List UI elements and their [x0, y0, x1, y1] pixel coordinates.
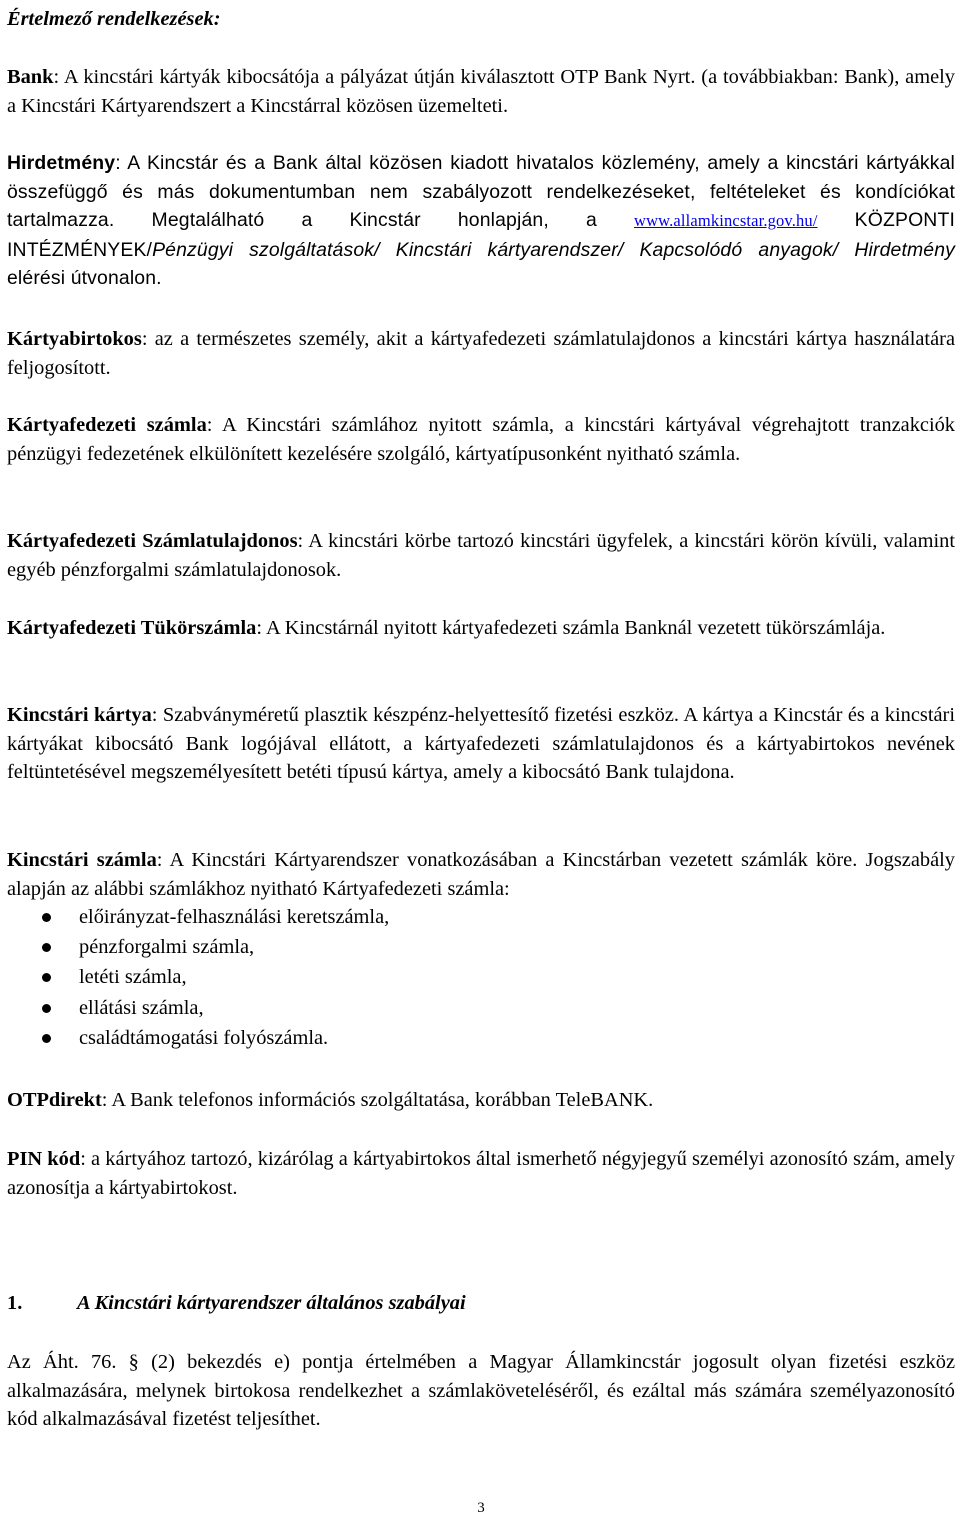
bullet-icon — [42, 1034, 51, 1043]
section-number: 1. — [7, 1292, 23, 1314]
definition-hirdetmeny-text2: KÖZPONTI INTÉZMÉNYEK/ — [7, 209, 955, 261]
bullet-icon — [42, 913, 51, 922]
list-item: előirányzat-felhasználási keretszámla, — [7, 903, 389, 933]
list-item: családtámogatási folyószámla. — [7, 1024, 389, 1054]
definition-hirdetmeny-path: Pénzügyi szolgáltatások/ Kincstári kártyarendszer/ Kapcsolódó anyagok/ Hirdetmény — [152, 238, 955, 261]
term-kincstari-kartya: Kincstári kártya — [7, 704, 152, 726]
term-kartyabirtokos: Kártyabirtokos — [7, 328, 142, 350]
term-pin: PIN kód — [7, 1148, 81, 1170]
definition-pin — [7, 1145, 955, 1202]
definition-kartyafedezeti-szamla-text: : A Kincstári számlához nyitott számla, a kincstári kártyával végrehajtott tranzakciók pénzügyi fedezetének elkülönített kezelésére szolgáló, kártyatípusonként nyitható számla. — [7, 414, 955, 465]
term-kartyafedezeti-szamla: Kártyafedezeti számla — [7, 414, 207, 436]
list-item: ellátási számla, — [7, 994, 389, 1024]
section-body-part2: (2) bekezdés e) pontja értelmében a Magyar Államkincstár jogosult olyan fizetési eszköz alkalmazására, melynek birtokosa rendelkezhet a számlaköveteléséről, és ezáltal más számára személyazonosító kód alkalmazásával fizetést teljesíthet. — [7, 1351, 955, 1431]
bullet-icon — [42, 973, 51, 982]
term-hirdetmeny: Hirdetmény — [7, 152, 116, 174]
term-otpdirekt: OTPdirekt — [7, 1089, 102, 1111]
definition-hirdetmeny — [7, 149, 955, 293]
definition-kincstari-kartya-text: : Szabványméretű plasztik készpénz-helyettesítő fizetési eszköz. A kártya a Kincstár és a kincstári kártyákat kibocsátó Bank logójával ellátott, a kártyafedezeti számlatulajdonos és a kártyabirtokos nevének feltüntetésével megszemélyesített betéti típusú kártya, amely a kibocsátó Bank tulajdona. — [7, 704, 955, 784]
bullet-icon — [42, 943, 51, 952]
definition-otpdirekt — [7, 1086, 955, 1115]
term-tukorszamla: Kártyafedezeti Tükörszámla — [7, 617, 257, 639]
section-heading — [7, 1289, 466, 1318]
allamkincstar-link[interactable]: www.allamkincstar.gov.hu/ — [634, 211, 818, 231]
definition-bank — [7, 63, 955, 120]
definition-kartyabirtokos — [7, 325, 955, 382]
account-types-list — [7, 903, 389, 1054]
section-body — [7, 1348, 955, 1434]
definition-tukorszamla-text: : A Kincstárnál nyitott kártyafedezeti számla Banknál vezetett tükörszámlája. — [256, 617, 886, 639]
definition-otpdirekt-text: : A Bank telefonos információs szolgáltatása, korábban TeleBANK. — [101, 1089, 654, 1111]
term-kincstari-szamla: Kincstári számla — [7, 849, 157, 871]
paragraph-sign: § — [128, 1351, 139, 1373]
definition-kartyafedezeti-szamla — [7, 411, 955, 468]
definition-hirdetmeny-text1: : A Kincstár és a Bank által közösen kiadott hivatalos közlemény, amely a kincstári kártyákkal összefüggő és más dokumentumban nem szabályozott rendelkezéseket, feltételeket és kondíciókat tartalmazza. Megtalálható a Kincstár honlapján, a — [7, 152, 955, 232]
definition-szamlatulajdonos-text: : A kincstári körbe tartozó kincstári ügyfelek, a kincstári körön kívüli, valamint egyéb pénzforgalmi számlatulajdonosok. — [7, 530, 955, 581]
page-number: 3 — [477, 1500, 485, 1516]
definition-szamlatulajdonos — [7, 527, 955, 584]
definitions-heading: Értelmező rendelkezések: — [7, 8, 221, 30]
bullet-icon — [42, 1004, 51, 1013]
list-item: pénzforgalmi számla, — [7, 933, 389, 963]
section-title: A Kincstári kártyarendszer általános szabályai — [77, 1292, 466, 1314]
definition-hirdetmeny-text3: elérési útvonalon. — [7, 267, 162, 290]
definition-kartyabirtokos-text: : az a természetes személy, akit a kártyafedezeti számlatulajdonos a kincstári kártya használatára feljogosított. — [7, 328, 955, 379]
definition-pin-text: : a kártyához tartozó, kizárólag a kártyabirtokos által ismerhető négyjegyű személyi azonosító szám, amely azonosítja a kártyabirtokost. — [7, 1148, 955, 1199]
list-item: letéti számla, — [7, 963, 389, 993]
definition-kincstari-szamla-text: : A Kincstári Kártyarendszer vonatkozásában a Kincstárban vezetett számlák köre. Jogszabály alapján az alábbi számlákhoz nyitható Kártyafedezeti számla: — [7, 849, 955, 900]
section-body-part1: Az Áht. 76. — [7, 1351, 129, 1373]
term-bank: Bank — [7, 66, 54, 88]
definition-kincstari-kartya — [7, 701, 955, 787]
definition-kincstari-szamla — [7, 846, 955, 903]
definition-bank-text: : A kincstári kártyák kibocsátója a pályázat útján kiválasztott OTP Bank Nyrt. (a továbbiakban: Bank), amely a Kincstári Kártyarendszert a Kincstárral közösen üzemelteti. — [7, 66, 955, 117]
definition-tukorszamla — [7, 614, 955, 643]
term-szamlatulajdonos: Kártyafedezeti Számlatulajdonos — [7, 530, 298, 552]
